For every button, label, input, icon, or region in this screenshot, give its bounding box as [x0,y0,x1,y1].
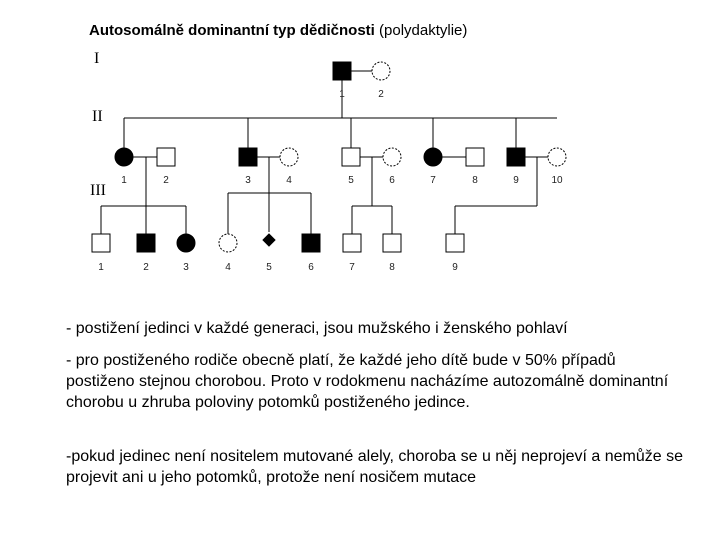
individual-number: 10 [551,175,563,186]
individual-number: 7 [430,175,436,186]
individual-number: 2 [143,262,149,273]
individual-2-6-female [383,148,401,166]
individual-2-8-male [466,148,484,166]
paragraph-3: -pokud jedinec není nositelem mutované alely, choroba se u něj neprojeví a nemůže se projevit ani u jeho potomků, protože není nosičem mutace [66,448,683,486]
individual-number: 5 [266,262,272,273]
individual-2-10-female [548,148,566,166]
paragraph-1: - postižení jedinci v každé generaci, jsou mužského i ženského pohlaví [66,320,568,337]
individual-number: 8 [472,175,478,186]
individual-number: 4 [225,262,231,273]
individual-3-4-female [219,234,237,252]
individual-1-2-female [372,62,390,80]
individual-3-3-female [177,234,195,252]
individual-3-8-male [383,234,401,252]
individual-3-6-male [302,234,320,252]
paragraph-2: - pro postiženého rodiče obecně platí, že každé jeho dítě bude v 50% případů postiženo stejnou chorobou. Proto v rodokmenu nacházíme autozomálně dominantní chorobu u zhruba poloviny potomků postiženého jedince. [66,352,669,411]
individual-number: 1 [121,175,127,186]
individual-3-7-male [343,234,361,252]
individual-2-9-male [507,148,525,166]
generation-label-2: II [92,108,103,125]
individual-number: 6 [389,175,395,186]
individual-3-2-male [137,234,155,252]
individual-number: 1 [339,89,345,100]
individual-number: 5 [348,175,354,186]
individual-number: 8 [389,262,395,273]
individual-1-1-male [333,62,351,80]
individual-number: 3 [183,262,189,273]
generation-label-3: III [90,182,106,199]
individual-number: 9 [513,175,519,186]
individual-number: 9 [452,262,458,273]
individual-number: 3 [245,175,251,186]
individual-number: 2 [163,175,169,186]
individual-3-1-male [92,234,110,252]
individual-number: 1 [98,262,104,273]
individual-2-3-male [239,148,257,166]
individual-number: 7 [349,262,355,273]
title-bold: Autosomálně dominantní typ dědičnosti [89,22,375,39]
generation-label-1: I [94,50,100,67]
individual-2-5-male [342,148,360,166]
individual-3-9-male [446,234,464,252]
individual-number: 4 [286,175,292,186]
individual-number: 2 [378,89,384,100]
individual-2-7-female [424,148,442,166]
individual-2-2-male [157,148,175,166]
individual-2-4-female [280,148,298,166]
individual-2-1-female [115,148,133,166]
individual-3-5-miscarriage [263,234,275,246]
title-normal: (polydaktylie) [379,22,468,39]
individual-number: 6 [308,262,314,273]
